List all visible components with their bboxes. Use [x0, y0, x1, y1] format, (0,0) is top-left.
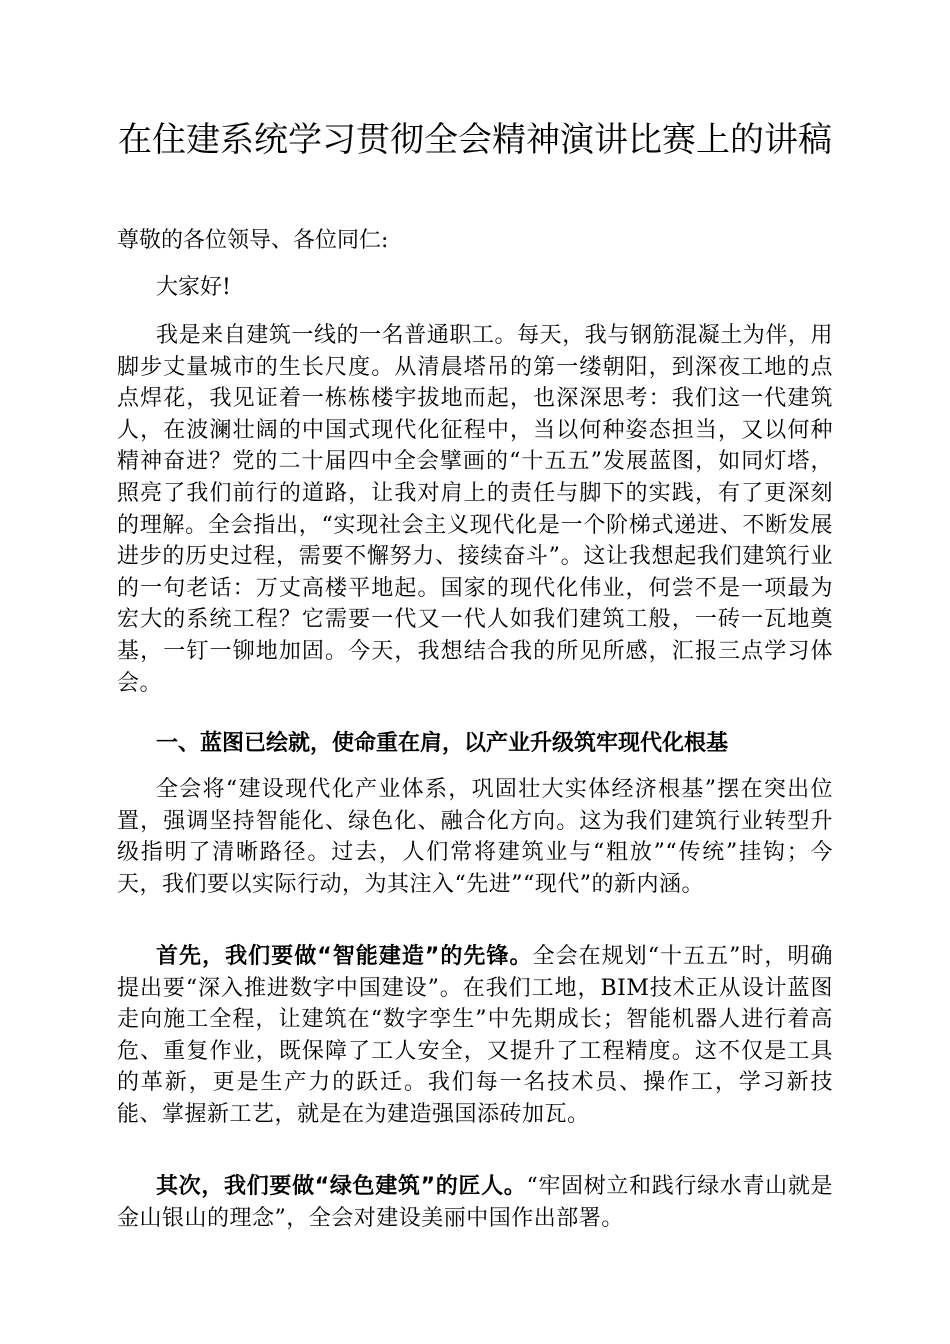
point-1-body: 全会在规划“十五五”时，明确提出要“深入推进数字中国建设”。在我们工地，BIM技术正从设计蓝图走向施工全程，让建筑在“数字孪生”中先期成长；智能机器人进行着高危、重复作业，既保障了工人安全，又提升了工程精度。这不仅是工具的革新，更是生产力的跃迁。我们每一名技术员、操作工，学习新技能、掌握新工艺，就是在为建造强国添砖加瓦。	[117, 944, 833, 1127]
point-1-paragraph	[117, 941, 833, 1131]
point-1-lead: 首先，我们要做“智能建造”的先锋。	[156, 944, 533, 969]
point-2-paragraph	[117, 1171, 833, 1234]
point-2-body: “牢固树立和践行绿水青山就是金山银山的理念”，全会对建设美丽中国作出部署。	[117, 1174, 834, 1231]
intro-paragraph: 我是来自建筑一线的一名普通职工。每天，我与钢筋混凝土为伴，用脚步丈量城市的生长尺度。从清晨塔吊的第一缕朝阳，到深夜工地的点点焊花，我见证着一栋栋楼宇拔地而起，也深深思考：我们这一代建筑人，在波澜壮阔的中国式现代化征程中，当以何种姿态担当，又以何种精神奋进？党的二十届四中全会擘画的“十五五”发展蓝图，如同灯塔，照亮了我们前行的道路，让我对肩上的责任与脚下的实践，有了更深刻的理解。全会指出，“实现社会主义现代化是一个阶梯式递进、不断发展进步的历史过程，需要不懈努力、接续奋斗”。这让我想起我们建筑行业的一句老话：万丈高楼平地起。国家的现代化伟业，何尝不是一项最为宏大的系统工程？它需要一代又一代人如我们建筑工般，一砖一瓦地奠基，一钉一铆地加固。今天，我想结合我的所见所感，汇报三点学习体会。	[117, 323, 833, 696]
salutation: 尊敬的各位领导、各位同仁:	[117, 228, 389, 253]
document-title: 在住建系统学习贯彻全会精神演讲比赛上的讲稿	[118, 120, 832, 160]
section-heading-1: 一、蓝图已绘就，使命重在肩，以产业升级筑牢现代化根基	[156, 731, 729, 756]
greeting: 大家好!	[156, 275, 231, 300]
point-2-lead: 其次，我们要做“绿色建筑”的匠人。	[156, 1174, 527, 1199]
section-1-paragraph: 全会将“建设现代化产业体系，巩固壮大实体经济根基”摆在突出位置，强调坚持智能化、绿色化、融合化方向。这为我们建筑行业转型升级指明了清晰路径。过去，人们常将建筑业与“粗放”“传统”挂钩；今天，我们要以实际行动，为其注入“先进”“现代”的新内涵。	[117, 777, 833, 897]
